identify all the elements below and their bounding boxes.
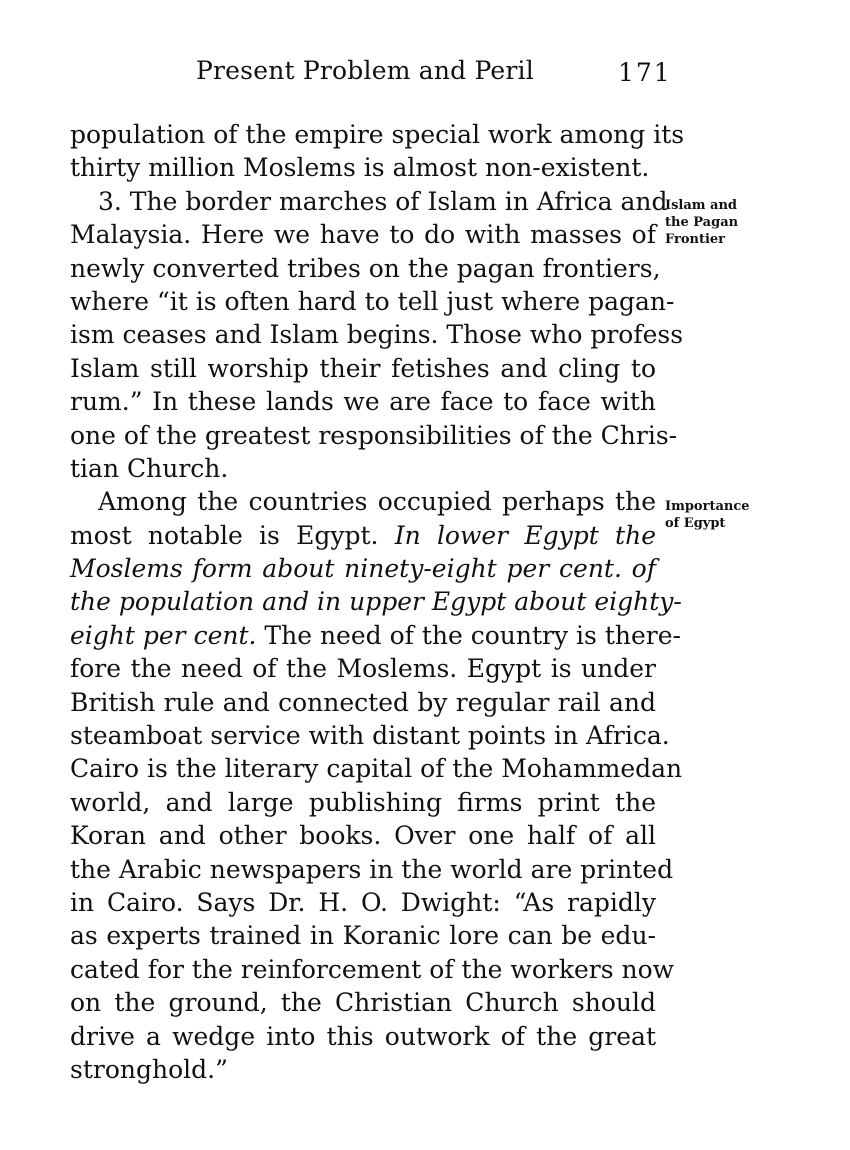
- text-line: Moslems form about ninety-eight per cent. of: [70, 554, 656, 584]
- margin-note-importance-of-egypt: Importance of Egypt: [665, 499, 750, 531]
- text-line: thirty million Moslems is almost non-existent.: [70, 153, 650, 183]
- text-line: 3. The border marches of Islam in Africa and: [98, 186, 668, 216]
- text-line: the population and in upper Egypt about eighty-: [70, 587, 682, 617]
- text-line: population of the empire special work among its: [70, 120, 685, 149]
- text-line: British rule and connected by regular rail and: [70, 687, 656, 717]
- text-line: Islam still worship their fetishes and cling to: [70, 353, 656, 383]
- text-line: ism ceases and Islam begins. Those who profess: [70, 320, 684, 350]
- text-line: tian Church.: [70, 453, 229, 483]
- text-line: most notable is Egypt. In lower Egypt the: [70, 520, 656, 550]
- text-line: on the ground, the Christian Church should: [70, 988, 656, 1018]
- text-line: Cairo is the literary capital of the Mohammedan: [70, 754, 683, 784]
- page-number: 171: [618, 58, 672, 87]
- text-line: Malaysia. Here we have to do with masses of: [70, 220, 656, 250]
- running-title: Present Problem and Peril: [196, 56, 534, 85]
- text-line: cated for the reinforcement of the workers now: [70, 954, 675, 984]
- text-line: rum.” In these lands we are face to face with: [70, 387, 656, 417]
- text-line: the Arabic newspapers in the world are printed: [70, 854, 674, 884]
- text-line: one of the greatest responsibilities of the Chris-: [70, 420, 678, 450]
- margin-note-islam-pagan-frontier: Islam and the Pagan Frontier: [665, 198, 739, 247]
- text-line: steamboat service with distant points in Africa.: [70, 721, 670, 751]
- text-line: newly converted tribes on the pagan frontiers,: [70, 253, 661, 283]
- text-line: stronghold.”: [70, 1054, 228, 1084]
- text-line: in Cairo. Says Dr. H. O. Dwight: “As rapidly: [70, 887, 656, 917]
- text-line: eight per cent. The need of the country is there-: [70, 620, 681, 650]
- text-line: where “it is often hard to tell just where pagan-: [70, 286, 675, 316]
- text-line: fore the need of the Moslems. Egypt is under: [70, 654, 656, 684]
- text-line: as experts trained in Koranic lore can be edu-: [70, 921, 656, 951]
- text-line: drive a wedge into this outwork of the great: [70, 1021, 656, 1051]
- text-line: Among the countries occupied perhaps the: [98, 487, 656, 517]
- body-text: [70, 118, 685, 1086]
- text-line: Koran and other books. Over one half of all: [70, 821, 656, 851]
- text-line: world, and large publishing firms print the: [70, 787, 656, 817]
